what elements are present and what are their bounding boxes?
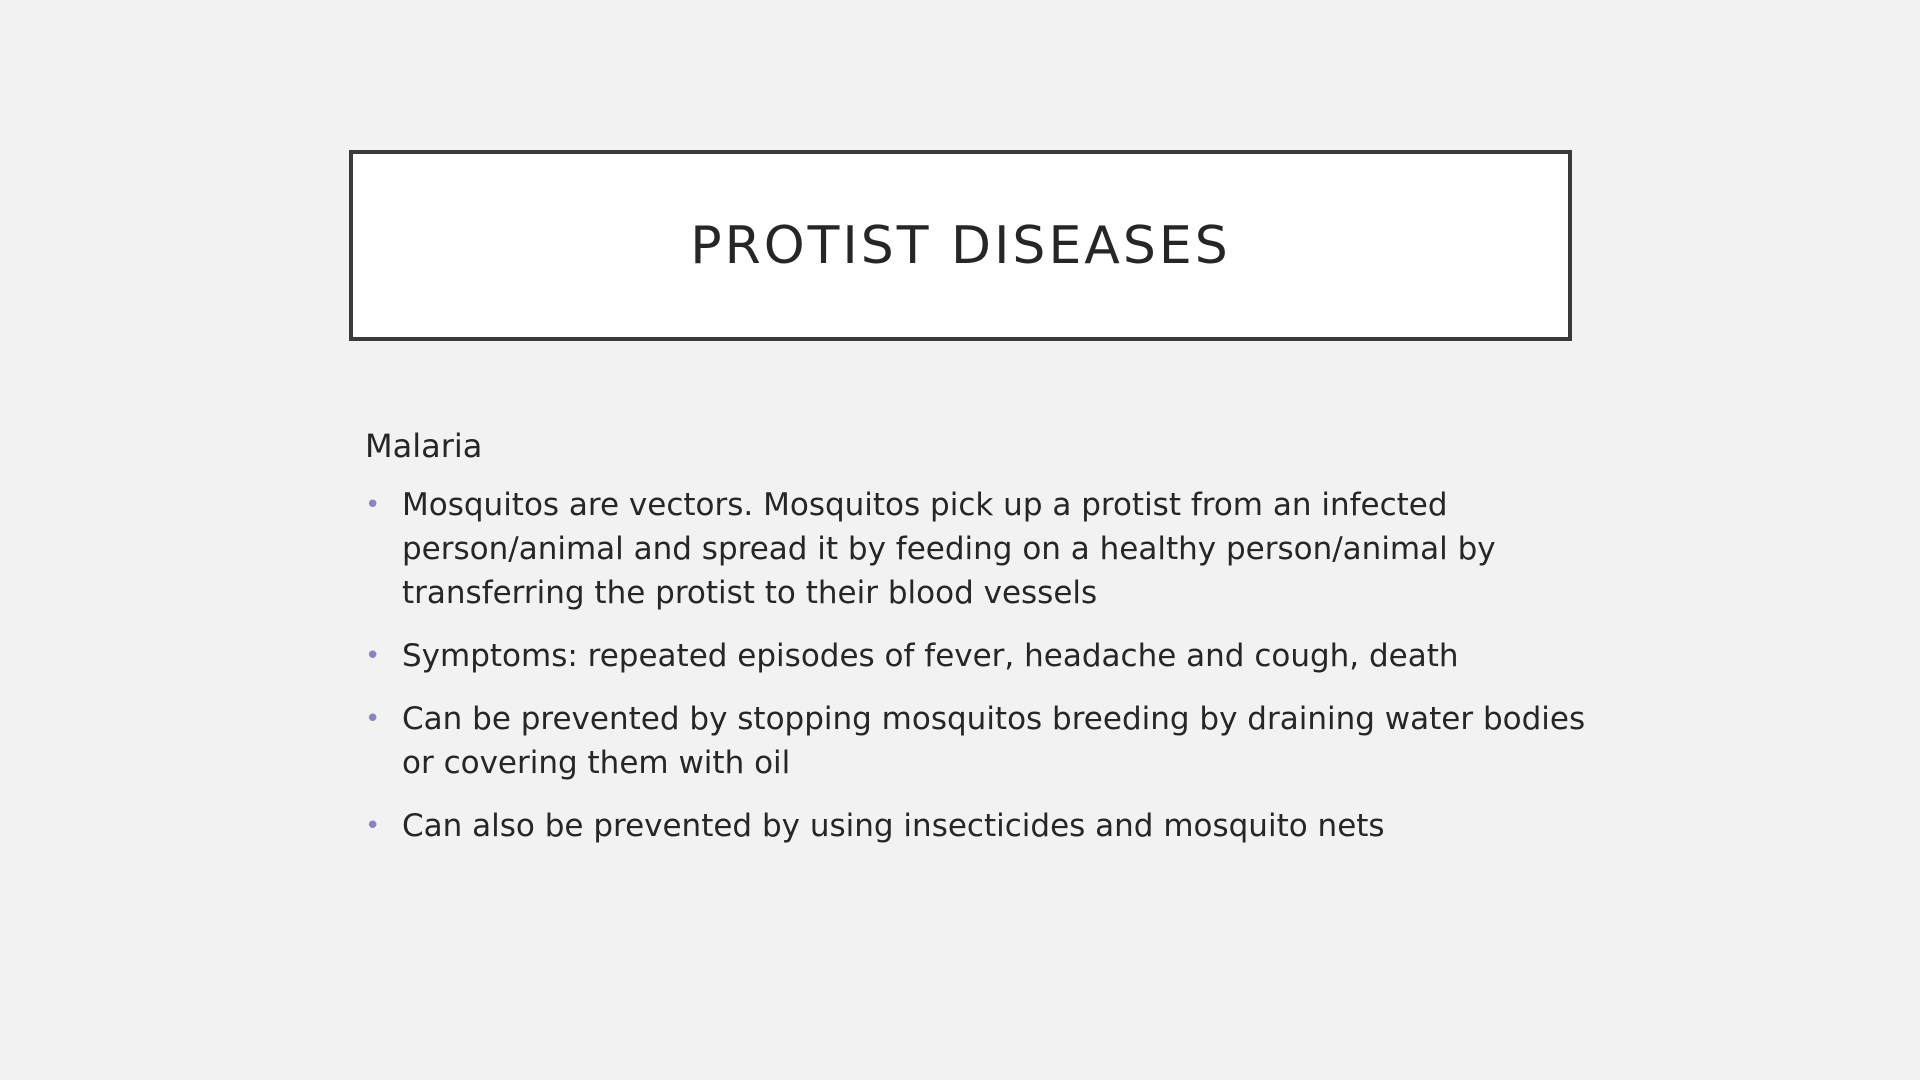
slide-content <box>365 424 1595 867</box>
bullet-dot-icon: • <box>365 641 381 671</box>
bullet-item <box>365 634 1595 678</box>
bullet-text: Mosquitos are vectors. Mosquitos pick up a protist from an infected person/animal and spread it by feeding on a healthy person/animal by transferring the protist to their blood vessels <box>402 487 1496 611</box>
bullet-dot-icon: • <box>365 811 381 841</box>
bullet-dot-icon: • <box>365 704 381 734</box>
bullet-item <box>365 697 1595 785</box>
bullet-text: Can also be prevented by using insecticides and mosquito nets <box>402 808 1385 844</box>
bullet-item <box>365 804 1595 848</box>
bullet-text: Can be prevented by stopping mosquitos breeding by draining water bodies or covering them with oil <box>402 701 1586 781</box>
bullet-item <box>365 483 1595 615</box>
bullet-dot-icon: • <box>365 490 381 520</box>
slide-title: PROTIST DISEASES <box>690 215 1231 276</box>
bullet-list <box>365 483 1595 848</box>
section-heading: Malaria <box>365 427 483 465</box>
title-box <box>349 150 1572 341</box>
bullet-text: Symptoms: repeated episodes of fever, headache and cough, death <box>402 638 1459 674</box>
